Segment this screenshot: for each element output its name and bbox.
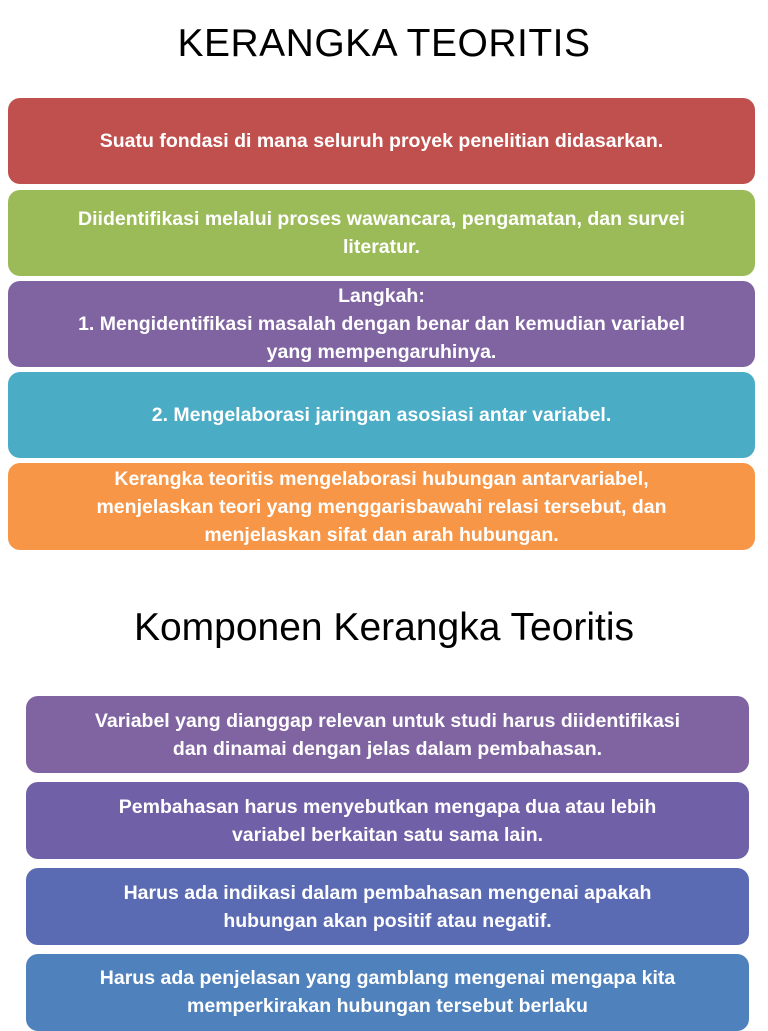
definition-box: Suatu fondasi di mana seluruh proyek penelitian didasarkan. — [8, 98, 755, 184]
identification-box: Diidentifikasi melalui proses wawancara, pengamatan, dan survei literatur. — [8, 190, 755, 276]
step-one-box: Langkah: 1. Mengidentifikasi masalah dengan benar dan kemudian variabel yang mempengaruhinya. — [8, 281, 755, 367]
page-title: KERANGKA TEORITIS — [177, 22, 591, 65]
summary-box: Kerangka teoritis mengelaborasi hubungan antarvariabel, menjelaskan teori yang menggarisbawahi relasi tersebut, dan menjelaskan sifat dan arah hubungan. — [8, 463, 755, 550]
section-title-components: Komponen Kerangka Teoritis — [133, 606, 635, 649]
component-box-1: Variabel yang dianggap relevan untuk studi harus diidentifikasi dan dinamai dengan jelas dalam pembahasan. — [26, 696, 749, 773]
component-box-3: Harus ada indikasi dalam pembahasan mengenai apakah hubungan akan positif atau negatif. — [26, 868, 749, 945]
step-two-box: 2. Mengelaborasi jaringan asosiasi antar variabel. — [8, 372, 755, 458]
component-box-4: Harus ada penjelasan yang gamblang mengenai mengapa kita memperkirakan hubungan tersebut berlaku — [26, 954, 749, 1031]
component-box-2: Pembahasan harus menyebutkan mengapa dua atau lebih variabel berkaitan satu sama lain. — [26, 782, 749, 859]
